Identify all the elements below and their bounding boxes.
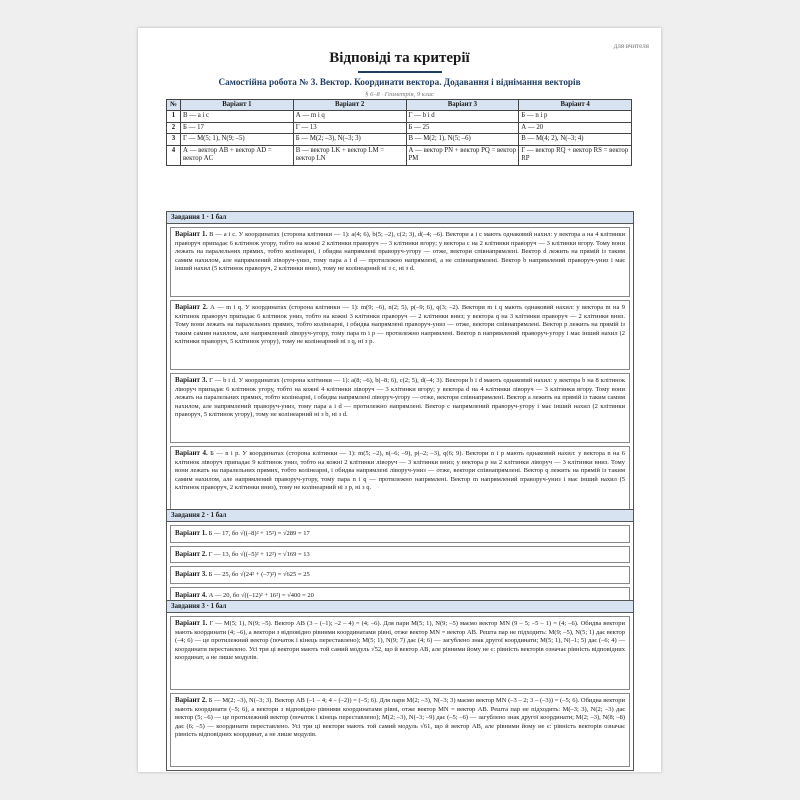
row-number: 2 [167,122,181,133]
table-row [167,111,632,122]
page-subtitle: Самостійна робота № 3. Вектор. Координати вектора. Додавання і віднімання векторів [218,77,581,87]
section-reference: § 6–8 · Геометрія, 9 клас [365,91,434,98]
variant-text: Г — b і d. У координатах (сторона клітинки — 1): a(8; –6), b(–8; 6), c(2; 5), d(–4; 3). Вектори b і d мають однаковий нахил: у вектора b на 8 клітинок ліворуч припадає 6 клітинок угору, тобто на кожні 4 клітинки ліворуч — 3 клітинки вгору; у вектора d на 4 клітинки ліворуч — 3 клітинки вгору. Тому вони лежать на паралельних прямих, тобто колінеарні, і обидва напрямлені ліворуч-угору — отже, вектори співнапрямлені. Вектор a лежить на прямій із таким самим нахилом, але напрямлений праворуч-униз, тому пара a і d — протилежно напрямлені. Вектор c напрямлений праворуч-угору і має інший нахил (2 клітинки праворуч, 5 клітинок угору), тому не колінеарний ні з b, ні з d. [175,377,626,419]
variant-label: Варіант 2. [175,549,207,558]
table-cell: А — 20 [519,122,632,133]
table-cell: Б — 25 [406,122,519,133]
header-variant-3: Варіант 3 [406,100,519,111]
variant-text: Г — M(5; 1), N(9; –5). Вектор AB (3 – (–1); –2 – 4) = (4; –6). Для пари M(5; 1), N(9; –5) маємо вектор MN (9 – 5; –5 – 1) = (4; –6). Обидва вектори мають координати (4; –6), а вектори з відповідно рівними координатами рівні, отже вектор MN = вектор AB. Решта пар не підходить: M(9; –5), N(5; 1) дає вектор (–4; 6) — це протилежний вектор (початок і кінець переставлено); M(5; 1), N(9; 7) дає (4; 6) — загублено знак другої координати; M(5; 1), N(–1; 5) дає (–6; 4) — координати переставлено. Усі три ці вектори мають той самий модуль √52, що й вектор AB, але рівними йому не є: рівність векторів означає рівність відповідних координат, а не лише модулів. [175,620,626,662]
variant-text: В — a і c. У координатах (сторона клітинки — 1): a(4; 6), b(5; –2), c(2; 3), d(–4; –6). Вектори a і c мають однаковий нахил: у вектора a на 4 клітинки праворуч припадає 6 клітинок угору, тобто на кожні 2 клітинки праворуч — 3 клітинки вгору; у вектора c на 2 клітинки праворуч — 3 клітинки вгору. Тому вони лежать на паралельних прямих, тобто колінеарні, і обидва напрямлені праворуч-угору — отже, вектори співнапрямлені. Вектор d лежить на прямій із таким самим нахилом, але напрямлений ліворуч-униз, тому пара a і d — протилежно напрямлені, а не співнапрямлені. Вектор b напрямлений праворуч-униз і має інший нахил (5 клітинок праворуч, 2 клітинки вниз), тому не колінеарний ні з c, ні з d. [175,231,626,273]
table-cell: Г — 13 [293,122,406,133]
variant-text: Б — n і p. У координатах (сторона клітинки — 1): m(5; –2), n(–6; –9), p(–2; –3), q(6; 9). Вектори n і p мають однаковий нахил: у вектора n на 6 клітинок ліворуч припадає 9 клітинок униз, тобто на кожні 2 клітинки ліворуч — 3 клітинки вниз; у вектора p на 2 клітинки ліворуч — 3 клітинки вниз. Тому вони лежать на паралельних прямих, тобто колінеарні, і обидва напрямлені ліворуч-униз — отже, вектори співнапрямлені. Вектор q лежить на прямій із таким самим нахилом, але напрямлений праворуч-угору, тому пара n і q — протилежно напрямлені. Вектор m напрямлений праворуч-униз і має інший нахил (5 клітинок праворуч, 2 клітинки вниз), тому не колінеарний ні з p, ні з q. [175,450,625,492]
table-row [167,122,632,133]
variant-label: Варіант 1. [175,619,208,627]
table-row [167,134,632,145]
answers-header-row [167,100,632,111]
row-number: 1 [167,111,181,122]
variant-label: Варіант 3. [175,570,207,579]
table-cell: Б — 17 [181,122,294,133]
header-variant-2: Варіант 2 [293,100,406,111]
row-number: 4 [167,145,181,165]
worksheet-page [138,28,661,772]
variant-label: Варіант 4. [175,449,208,457]
task-3-header: Завдання 3 · 1 бал [167,601,633,613]
table-cell: А — вектор PN + вектор PQ = вектор PM [406,145,519,165]
task-3-block [166,600,634,771]
table-cell: Г — M(5; 1), N(9; –5) [181,134,294,145]
task-2-variant-1 [170,525,630,543]
table-cell: В — вектор LK + вектор LM = вектор LN [293,145,406,165]
task-1-variant-1 [170,227,630,297]
table-cell: В — M(2; 1), N(5; –6) [406,134,519,145]
table-cell: А — m і q [293,111,406,122]
table-cell: Б — M(2; –3), N(–3; 3) [293,134,406,145]
table-cell: В — M(4; 2), N(–3; 4) [519,134,632,145]
task-2-variant-2 [170,546,630,564]
header-variant-4: Варіант 4 [519,100,632,111]
task-1-block [166,211,634,520]
variant-text: А — 20, бо √((–12)² + 16²) = √400 = 20 [208,591,314,599]
variant-text: Б — 25, бо √(24² + (–7)²) = √625 = 25 [208,571,310,579]
task-2-block [166,509,634,608]
variant-text: Б — 17, бо √((–8)² + 15²) = √289 = 17 [208,530,310,537]
answers-table [166,99,632,166]
task-2-header: Завдання 2 · 1 бал [167,510,633,522]
variant-text: А — m і q. У координатах (сторона клітинки — 1): m(9; –6), n(2; 5), p(–9; 6), q(3; –2). Вектори m і q мають однаковий нахил: у вектора m на 9 клітинок праворуч припадає 6 клітинок униз, тобто на кожні 3 клітинки праворуч — 2 клітинки вниз; у вектора q на 3 клітинки праворуч — 2 клітинки вниз. Тому вони лежать на паралельних прямих, тобто колінеарні, і обидва напрямлені праворуч-униз — отже, вектори співнапрямлені. Вектор p лежить на прямій із таким самим нахилом, але напрямлений ліворуч-угору, тому пара m і p — протилежно напрямлені. Вектор n напрямлений праворуч-угору і має інший нахил (2 клітинки праворуч, 5 клітинок угору), тому не колінеарний ні з q, ні з p. [175,304,625,346]
task-3-variant-1 [170,616,630,690]
title-underline [358,71,442,73]
variant-text: Б — M(2; –3), N(–3; 3). Вектор AB (–1 – 4; 4 – (–2)) = (–5; 6). Для пари M(2; –3), N(–3; 3) маємо вектор MN (–3 – 2; 3 – (–3)) = (–5; 6). Обидва вектори мають координати (–5; 6), а вектори з відповідно рівними координатами рівні, отже вектор MN = вектор AB. Решта пар не підходить: M(–3; 3), N(2; –3) дає вектор (5; –6) — це протилежний вектор (початок і кінець переставлено); M(2; –3), N(–3; –9) дає (–5; –6) — загублено знак другої координати; M(2; –3), N(8; –8) дає (6; –5) — координати переставлено. Усі три ці вектори мають той самий модуль √61, що й вектор AB, але рівними йому не є: рівність векторів означає рівність відповідних координат, а не лише модулів. [175,697,626,739]
variant-label: Варіант 2. [175,696,208,704]
header-number: № [167,100,181,111]
table-row [167,145,632,165]
task-2-variant-3 [170,566,630,584]
task-1-header: Завдання 1 · 1 бал [167,212,633,224]
teacher-note: для вчителя [613,42,649,50]
variant-label: Варіант 2. [175,303,208,311]
page-title: Відповіді та критерії [329,50,470,66]
table-cell: Г — b і d [406,111,519,122]
row-number: 3 [167,134,181,145]
variant-label: Варіант 1. [175,529,207,537]
variant-label: Варіант 3. [175,376,208,384]
table-cell: Б — n і p [519,111,632,122]
table-cell: В — a і c [181,111,294,122]
variant-label: Варіант 4. [175,590,207,599]
task-1-variant-2 [170,300,630,370]
table-cell: Г — вектор RQ + вектор RS = вектор RP [519,145,632,165]
table-cell: А — вектор AB + вектор AD = вектор AC [181,145,294,165]
task-3-variant-2 [170,693,630,767]
header-variant-1: Варіант 1 [181,100,294,111]
task-1-variant-4 [170,446,630,516]
task-1-variant-3 [170,373,630,443]
variant-label: Варіант 1. [175,230,208,238]
variant-text: Г — 13, бо √((–5)² + 12²) = √169 = 13 [208,550,310,558]
